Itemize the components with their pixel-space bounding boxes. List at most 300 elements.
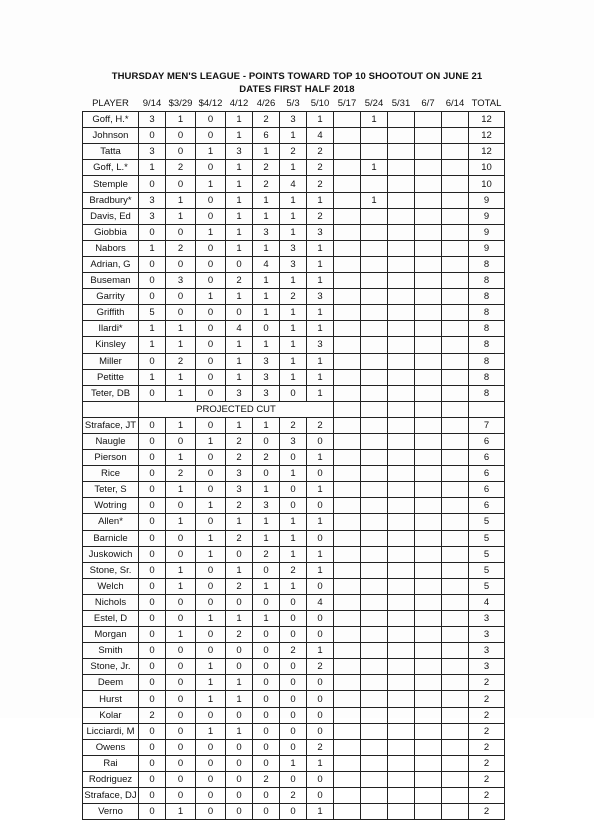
points-cell: 2 xyxy=(226,498,253,514)
points-cell: 1 xyxy=(361,160,388,176)
page-subtitle: DATES FIRST HALF 2018 xyxy=(239,84,355,95)
points-cell xyxy=(334,611,361,627)
total-cell: 5 xyxy=(469,578,505,594)
points-cell xyxy=(415,739,442,755)
points-cell: 2 xyxy=(166,240,196,256)
points-cell: 4 xyxy=(307,128,334,144)
points-cell: 1 xyxy=(253,611,280,627)
column-header-date: 5/17 xyxy=(337,98,357,110)
player-name-cell: Petitte xyxy=(83,369,139,385)
points-cell: 0 xyxy=(307,498,334,514)
player-name-cell: Pierson xyxy=(83,450,139,466)
points-cell: 0 xyxy=(166,289,196,305)
total-cell: 9 xyxy=(469,192,505,208)
points-cell xyxy=(442,466,469,482)
points-cell: 3 xyxy=(253,224,280,240)
points-cell: 1 xyxy=(139,321,166,337)
points-cell: 0 xyxy=(139,804,166,820)
points-cell xyxy=(334,530,361,546)
player-name-cell: Stone, Sr. xyxy=(83,562,139,578)
points-cell: 1 xyxy=(280,755,307,771)
points-cell: 0 xyxy=(139,739,166,755)
points-cell xyxy=(415,514,442,530)
total-cell: 8 xyxy=(469,385,505,401)
points-cell xyxy=(334,224,361,240)
points-cell: 0 xyxy=(307,788,334,804)
player-name-cell: Tatta xyxy=(83,144,139,160)
table-row xyxy=(83,498,505,514)
points-cell: 0 xyxy=(280,739,307,755)
points-cell xyxy=(361,707,388,723)
points-cell: 1 xyxy=(226,369,253,385)
points-cell: 0 xyxy=(196,353,226,369)
player-name-cell: Deem xyxy=(83,675,139,691)
points-cell: 1 xyxy=(253,305,280,321)
points-cell: 1 xyxy=(196,289,226,305)
table-row xyxy=(83,707,505,723)
points-cell: 0 xyxy=(139,788,166,804)
points-cell: 3 xyxy=(280,433,307,449)
total-cell: 5 xyxy=(469,546,505,562)
points-cell xyxy=(442,256,469,272)
points-cell: 1 xyxy=(253,514,280,530)
column-header-date: 5/24 xyxy=(364,98,384,110)
points-cell xyxy=(361,611,388,627)
table-row xyxy=(83,176,505,192)
points-cell: 0 xyxy=(166,256,196,272)
points-cell: 1 xyxy=(166,385,196,401)
points-cell xyxy=(442,723,469,739)
points-cell: 1 xyxy=(280,208,307,224)
points-cell: 0 xyxy=(166,771,196,787)
points-cell: 0 xyxy=(253,788,280,804)
player-name-cell: Rodriguez xyxy=(83,771,139,787)
points-cell: 2 xyxy=(307,659,334,675)
points-cell xyxy=(334,707,361,723)
points-cell xyxy=(361,305,388,321)
points-cell: 0 xyxy=(139,224,166,240)
points-cell: 0 xyxy=(139,482,166,498)
blank-cell xyxy=(83,401,139,417)
points-cell: 1 xyxy=(361,112,388,128)
points-cell: 0 xyxy=(166,144,196,160)
player-name-cell: Goff, H.* xyxy=(83,112,139,128)
points-cell: 2 xyxy=(253,546,280,562)
points-cell: 0 xyxy=(166,128,196,144)
total-cell: 2 xyxy=(469,804,505,820)
points-cell xyxy=(442,675,469,691)
points-cell: 1 xyxy=(307,305,334,321)
points-cell xyxy=(361,289,388,305)
points-cell: 1 xyxy=(226,691,253,707)
points-cell xyxy=(334,176,361,192)
points-cell xyxy=(388,707,415,723)
points-cell xyxy=(442,755,469,771)
table-row xyxy=(83,369,505,385)
points-cell xyxy=(388,578,415,594)
points-cell: 2 xyxy=(253,771,280,787)
points-cell: 0 xyxy=(196,788,226,804)
points-cell: 1 xyxy=(226,337,253,353)
points-cell: 0 xyxy=(139,128,166,144)
total-cell: 6 xyxy=(469,433,505,449)
points-cell: 0 xyxy=(139,643,166,659)
points-cell: 0 xyxy=(166,224,196,240)
points-cell: 3 xyxy=(139,208,166,224)
points-cell xyxy=(361,144,388,160)
points-cell xyxy=(388,192,415,208)
total-cell: 9 xyxy=(469,240,505,256)
points-cell: 1 xyxy=(196,675,226,691)
points-cell: 3 xyxy=(226,466,253,482)
points-cell: 0 xyxy=(196,562,226,578)
points-cell xyxy=(415,192,442,208)
total-cell: 3 xyxy=(469,659,505,675)
points-cell: 1 xyxy=(226,562,253,578)
points-cell: 0 xyxy=(280,611,307,627)
points-cell xyxy=(388,771,415,787)
points-cell xyxy=(361,755,388,771)
player-name-cell: Stone, Jr. xyxy=(83,659,139,675)
points-cell: 0 xyxy=(280,627,307,643)
points-cell: 4 xyxy=(226,321,253,337)
points-cell: 0 xyxy=(280,675,307,691)
player-name-cell: Wotring xyxy=(83,498,139,514)
points-cell: 0 xyxy=(226,804,253,820)
points-cell: 0 xyxy=(196,771,226,787)
points-cell: 0 xyxy=(166,305,196,321)
table-row xyxy=(83,771,505,787)
points-cell: 0 xyxy=(280,498,307,514)
points-cell: 3 xyxy=(280,112,307,128)
points-cell xyxy=(388,723,415,739)
points-cell xyxy=(361,273,388,289)
table-row xyxy=(83,192,505,208)
table-row xyxy=(83,224,505,240)
points-cell: 1 xyxy=(139,337,166,353)
points-cell: 0 xyxy=(307,611,334,627)
points-cell xyxy=(388,224,415,240)
table-row xyxy=(83,804,505,820)
points-cell xyxy=(442,208,469,224)
column-header-date: 9/14 xyxy=(142,98,162,110)
points-cell xyxy=(361,498,388,514)
points-cell: 0 xyxy=(196,369,226,385)
points-cell xyxy=(442,707,469,723)
points-cell xyxy=(334,594,361,610)
table-row xyxy=(83,578,505,594)
points-cell xyxy=(442,498,469,514)
points-cell: 3 xyxy=(139,144,166,160)
points-cell: 1 xyxy=(226,675,253,691)
player-name-cell: Garrity xyxy=(83,289,139,305)
blank-cell xyxy=(415,401,442,417)
total-cell: 12 xyxy=(469,128,505,144)
player-name-cell: Kolar xyxy=(83,707,139,723)
points-cell: 1 xyxy=(280,530,307,546)
total-cell: 3 xyxy=(469,611,505,627)
points-cell: 0 xyxy=(196,337,226,353)
table-row xyxy=(83,723,505,739)
points-cell xyxy=(415,659,442,675)
points-cell xyxy=(415,321,442,337)
points-cell xyxy=(442,417,469,433)
points-cell: 1 xyxy=(280,369,307,385)
points-cell xyxy=(388,739,415,755)
points-cell: 1 xyxy=(253,192,280,208)
points-cell: 0 xyxy=(139,611,166,627)
points-cell: 0 xyxy=(253,804,280,820)
points-cell: 0 xyxy=(226,594,253,610)
points-cell: 0 xyxy=(139,771,166,787)
points-cell: 0 xyxy=(196,385,226,401)
table-row xyxy=(83,675,505,691)
points-cell xyxy=(442,240,469,256)
points-cell: 5 xyxy=(139,305,166,321)
points-cell: 0 xyxy=(196,112,226,128)
points-cell xyxy=(334,417,361,433)
points-cell: 0 xyxy=(166,723,196,739)
points-cell: 1 xyxy=(307,562,334,578)
points-cell: 0 xyxy=(166,691,196,707)
points-cell: 0 xyxy=(166,755,196,771)
points-cell: 2 xyxy=(226,530,253,546)
points-cell: 1 xyxy=(280,321,307,337)
points-cell xyxy=(361,353,388,369)
points-cell xyxy=(442,739,469,755)
points-table xyxy=(82,96,505,820)
points-cell: 3 xyxy=(139,112,166,128)
points-cell xyxy=(388,466,415,482)
points-cell xyxy=(415,273,442,289)
points-cell: 1 xyxy=(253,240,280,256)
points-cell xyxy=(334,385,361,401)
player-name-cell: Allen* xyxy=(83,514,139,530)
points-cell xyxy=(334,192,361,208)
points-cell xyxy=(442,385,469,401)
points-cell xyxy=(415,176,442,192)
points-cell xyxy=(361,321,388,337)
points-cell: 0 xyxy=(196,578,226,594)
points-cell xyxy=(442,144,469,160)
points-cell xyxy=(334,578,361,594)
points-cell xyxy=(442,160,469,176)
points-cell xyxy=(388,369,415,385)
points-cell: 0 xyxy=(253,723,280,739)
total-cell: 6 xyxy=(469,450,505,466)
points-cell xyxy=(442,112,469,128)
blank-cell xyxy=(442,401,469,417)
points-cell xyxy=(334,627,361,643)
points-cell xyxy=(388,112,415,128)
points-cell: 0 xyxy=(139,675,166,691)
points-cell xyxy=(415,289,442,305)
points-cell: 0 xyxy=(280,450,307,466)
points-cell: 1 xyxy=(226,417,253,433)
table-row xyxy=(83,788,505,804)
points-cell: 0 xyxy=(280,659,307,675)
points-cell xyxy=(442,578,469,594)
points-cell xyxy=(442,627,469,643)
points-cell: 0 xyxy=(139,176,166,192)
points-cell: 1 xyxy=(280,578,307,594)
total-cell: 8 xyxy=(469,353,505,369)
points-cell: 0 xyxy=(253,627,280,643)
points-cell xyxy=(415,417,442,433)
points-cell: 2 xyxy=(253,160,280,176)
blank-cell xyxy=(334,401,361,417)
points-cell: 0 xyxy=(226,755,253,771)
points-cell: 0 xyxy=(307,578,334,594)
points-cell xyxy=(388,659,415,675)
points-cell xyxy=(388,176,415,192)
points-cell: 1 xyxy=(226,176,253,192)
points-cell: 0 xyxy=(307,707,334,723)
points-cell: 0 xyxy=(307,530,334,546)
points-cell: 1 xyxy=(226,128,253,144)
points-cell: 2 xyxy=(307,739,334,755)
points-cell: 1 xyxy=(253,482,280,498)
points-cell: 0 xyxy=(166,498,196,514)
points-cell xyxy=(361,240,388,256)
points-cell xyxy=(361,337,388,353)
points-cell: 0 xyxy=(226,546,253,562)
points-cell: 1 xyxy=(226,723,253,739)
points-cell: 1 xyxy=(196,433,226,449)
total-cell: 2 xyxy=(469,691,505,707)
table-row xyxy=(83,450,505,466)
points-cell xyxy=(334,128,361,144)
points-cell xyxy=(361,771,388,787)
total-cell: 8 xyxy=(469,321,505,337)
points-cell xyxy=(361,385,388,401)
points-cell xyxy=(361,804,388,820)
points-cell: 0 xyxy=(196,321,226,337)
points-cell xyxy=(361,369,388,385)
points-cell xyxy=(361,514,388,530)
total-cell: 2 xyxy=(469,723,505,739)
points-cell xyxy=(442,804,469,820)
points-cell: 0 xyxy=(196,755,226,771)
points-cell xyxy=(415,788,442,804)
points-cell: 0 xyxy=(139,450,166,466)
points-cell: 3 xyxy=(253,353,280,369)
points-cell: 0 xyxy=(139,498,166,514)
points-cell xyxy=(388,208,415,224)
points-cell xyxy=(388,128,415,144)
points-cell: 1 xyxy=(226,192,253,208)
points-cell xyxy=(442,450,469,466)
points-cell: 0 xyxy=(166,433,196,449)
points-cell: 0 xyxy=(139,562,166,578)
total-cell: 6 xyxy=(469,466,505,482)
points-cell xyxy=(388,240,415,256)
points-cell: 4 xyxy=(280,176,307,192)
points-cell: 0 xyxy=(307,771,334,787)
points-cell: 1 xyxy=(253,578,280,594)
player-name-cell: Griffith xyxy=(83,305,139,321)
points-cell: 1 xyxy=(280,353,307,369)
table-row xyxy=(83,353,505,369)
points-cell: 0 xyxy=(139,691,166,707)
points-cell xyxy=(442,369,469,385)
points-cell: 0 xyxy=(196,208,226,224)
player-name-cell: Miller xyxy=(83,353,139,369)
total-cell: 9 xyxy=(469,224,505,240)
points-cell: 0 xyxy=(139,659,166,675)
points-cell: 2 xyxy=(307,160,334,176)
points-cell: 1 xyxy=(307,643,334,659)
points-cell: 1 xyxy=(196,546,226,562)
points-cell: 1 xyxy=(280,514,307,530)
points-cell xyxy=(361,578,388,594)
points-cell xyxy=(334,771,361,787)
points-cell: 1 xyxy=(361,192,388,208)
projected-cut-label: PROJECTED CUT xyxy=(139,401,334,417)
points-cell xyxy=(415,256,442,272)
column-header-date: 4/12 xyxy=(229,98,249,110)
points-cell: 2 xyxy=(280,417,307,433)
points-cell: 0 xyxy=(226,788,253,804)
points-cell: 1 xyxy=(166,192,196,208)
points-cell xyxy=(361,450,388,466)
table-row xyxy=(83,611,505,627)
points-cell xyxy=(415,450,442,466)
points-cell: 1 xyxy=(166,208,196,224)
total-cell: 3 xyxy=(469,627,505,643)
points-cell: 1 xyxy=(196,723,226,739)
points-cell xyxy=(334,353,361,369)
points-cell: 1 xyxy=(166,482,196,498)
points-cell xyxy=(334,321,361,337)
player-name-cell: Welch xyxy=(83,578,139,594)
points-cell xyxy=(334,643,361,659)
points-cell xyxy=(334,208,361,224)
points-cell: 1 xyxy=(196,498,226,514)
column-header-date: 5/10 xyxy=(310,98,330,110)
points-cell: 0 xyxy=(253,739,280,755)
points-cell xyxy=(361,433,388,449)
points-cell xyxy=(442,594,469,610)
column-header-total: TOTAL xyxy=(471,98,502,110)
points-cell: 1 xyxy=(139,369,166,385)
points-cell xyxy=(442,514,469,530)
points-cell xyxy=(361,594,388,610)
player-name-cell: Goff, L.* xyxy=(83,160,139,176)
table-row xyxy=(83,417,505,433)
points-cell xyxy=(334,546,361,562)
points-cell xyxy=(415,466,442,482)
points-cell: 1 xyxy=(307,514,334,530)
total-cell: 8 xyxy=(469,337,505,353)
table-row xyxy=(83,112,505,128)
points-cell xyxy=(388,337,415,353)
points-cell: 0 xyxy=(307,466,334,482)
points-cell xyxy=(388,256,415,272)
points-cell xyxy=(361,546,388,562)
table-row xyxy=(83,466,505,482)
points-cell xyxy=(361,643,388,659)
points-cell: 1 xyxy=(226,289,253,305)
points-cell: 1 xyxy=(253,337,280,353)
points-cell: 1 xyxy=(226,224,253,240)
player-name-cell: Nabors xyxy=(83,240,139,256)
points-cell: 0 xyxy=(166,739,196,755)
points-cell xyxy=(388,804,415,820)
points-cell xyxy=(442,546,469,562)
points-cell: 0 xyxy=(196,240,226,256)
points-cell: 0 xyxy=(253,594,280,610)
